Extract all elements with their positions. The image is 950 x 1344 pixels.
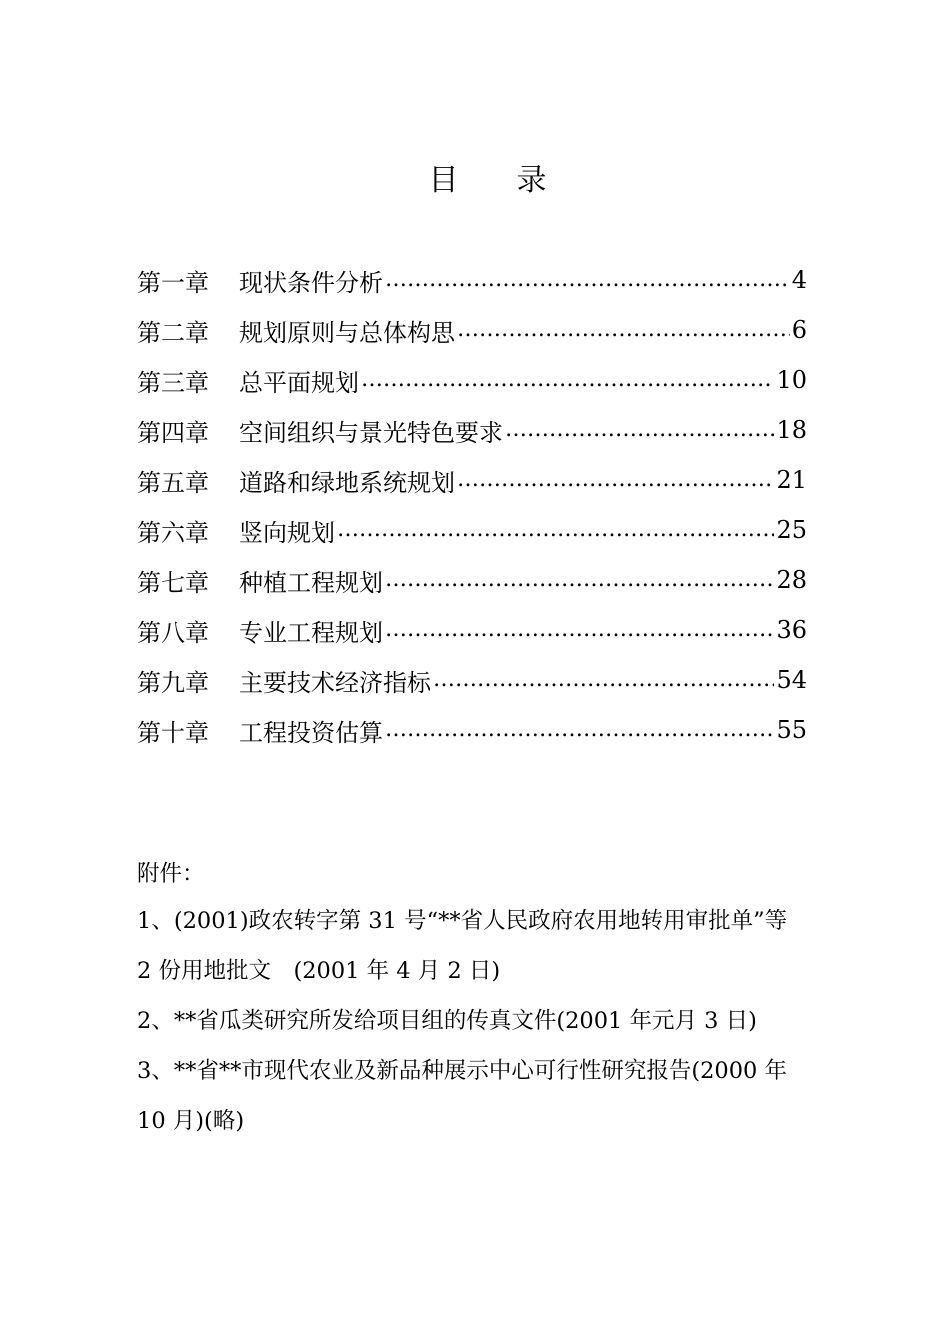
attachment-line: 1、(2001)政农转字第 31 号“**省人民政府农用地转用审批单”等 (137, 908, 788, 934)
page-title (0, 155, 950, 199)
toc-title: 规划原则与总体构思 (239, 318, 455, 347)
attachments-section (137, 852, 842, 1146)
toc-chapter: 第十章 (137, 718, 209, 747)
toc-page-number: 6 (791, 316, 807, 344)
attachment-line: 2 份用地批文 (2001 年 4 月 2 日) (137, 958, 501, 984)
table-of-contents (137, 255, 807, 755)
toc-chapter: 第三章 (137, 368, 209, 397)
toc-page-number: 4 (791, 266, 807, 294)
toc-chapter: 第五章 (137, 468, 209, 497)
toc-dot-leader (457, 468, 774, 492)
toc-title: 竖向规划 (239, 518, 335, 547)
attachments-label: 附件： (137, 861, 205, 887)
toc-entry[interactable] (137, 505, 807, 555)
toc-entry[interactable] (137, 705, 807, 755)
toc-chapter: 第一章 (137, 268, 209, 297)
toc-page-number: 55 (776, 716, 807, 744)
toc-chapter: 第四章 (137, 418, 209, 447)
toc-page-number: 25 (776, 516, 807, 544)
toc-title: 总平面规划 (239, 368, 359, 397)
attachment-line: 2、**省瓜类研究所发给项目组的传真文件(2001 年元月 3 日) (137, 1008, 757, 1034)
toc-entry[interactable] (137, 405, 807, 455)
attachment-line: 10 月)(略) (137, 1108, 245, 1134)
toc-title: 主要技术经济指标 (239, 668, 431, 697)
toc-chapter: 第七章 (137, 568, 209, 597)
toc-dot-leader (505, 418, 774, 442)
toc-page-number: 18 (776, 416, 807, 444)
title-char-2: 录 (516, 163, 547, 198)
toc-entry[interactable] (137, 455, 807, 505)
toc-entry[interactable] (137, 255, 807, 305)
toc-entry[interactable] (137, 305, 807, 355)
toc-entry[interactable] (137, 605, 807, 655)
toc-dot-leader (337, 518, 774, 542)
toc-page-number: 54 (776, 666, 807, 694)
toc-chapter: 第九章 (137, 668, 209, 697)
toc-entry[interactable] (137, 655, 807, 705)
title-char-1: 目 (428, 163, 459, 198)
toc-page-number: 10 (776, 366, 807, 394)
toc-entry[interactable] (137, 555, 807, 605)
toc-dot-leader (385, 618, 774, 642)
toc-dot-leader (385, 568, 774, 592)
toc-page-number: 36 (776, 616, 807, 644)
toc-dot-leader (457, 318, 790, 342)
toc-title: 种植工程规划 (239, 568, 383, 597)
toc-chapter: 第二章 (137, 318, 209, 347)
toc-title: 工程投资估算 (239, 718, 383, 747)
toc-dot-leader (385, 268, 790, 292)
attachment-line: 3、**省**市现代农业及新品种展示中心可行性研究报告(2000 年 (137, 1058, 788, 1084)
toc-dot-leader (433, 668, 774, 692)
toc-page-number: 28 (776, 566, 807, 594)
toc-title: 专业工程规划 (239, 618, 383, 647)
toc-title: 道路和绿地系统规划 (239, 468, 455, 497)
toc-title: 现状条件分析 (239, 268, 383, 297)
toc-page-number: 21 (776, 466, 807, 494)
toc-title: 空间组织与景光特色要求 (239, 418, 503, 447)
toc-dot-leader (361, 368, 774, 392)
toc-entry[interactable] (137, 355, 807, 405)
toc-chapter: 第六章 (137, 518, 209, 547)
toc-chapter: 第八章 (137, 618, 209, 647)
toc-dot-leader (385, 718, 774, 742)
